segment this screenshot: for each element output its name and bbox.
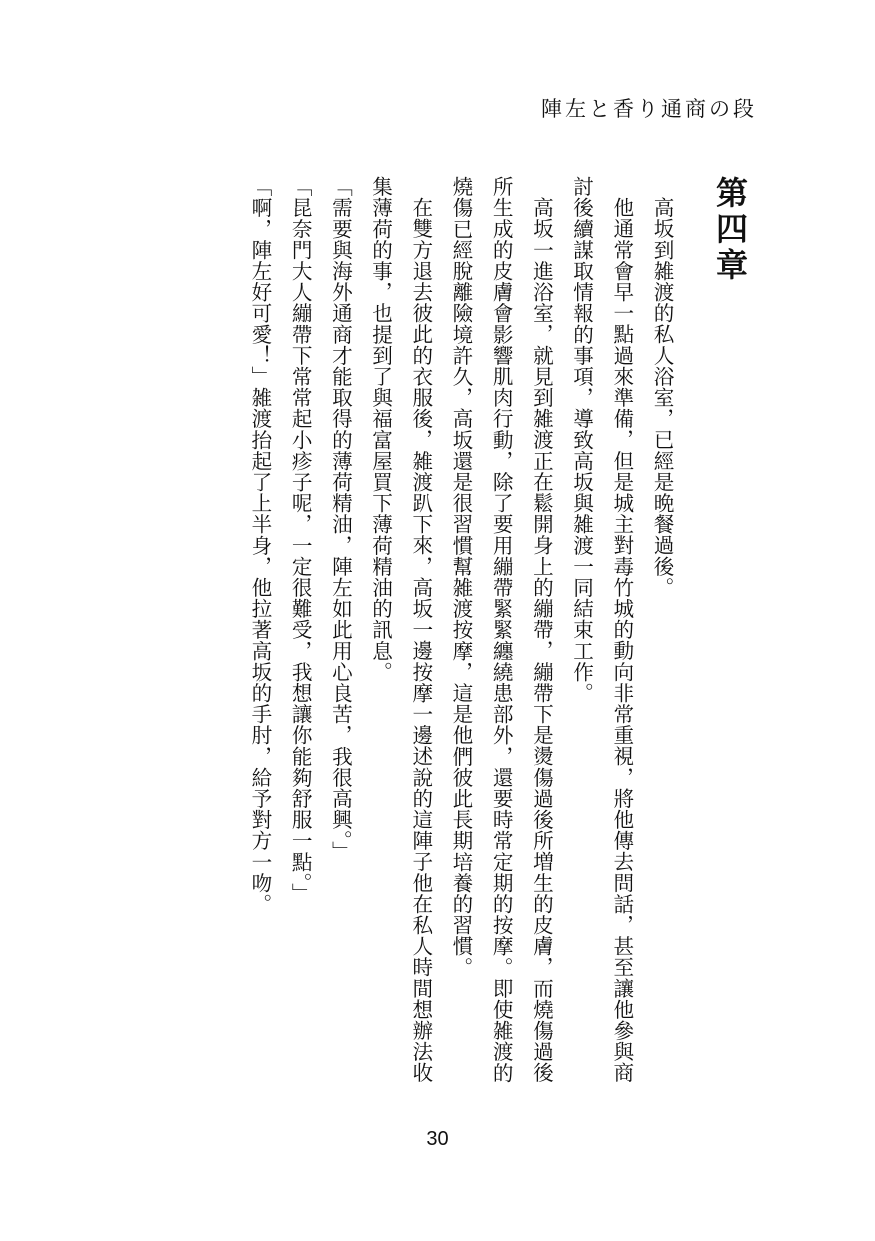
- paragraph-1: 高坂到雑渡的私人浴室，已經是晩餐過後。: [650, 196, 674, 598]
- running-header: 陣左と香り通商の段: [541, 97, 757, 121]
- paragraph-2: 他通常會早一點過來準備，但是城主對毒竹城的動向非常重視，將他傳去問話，甚至讓他參與商討後續謀取情報的事項，導致高坂與雑渡一同結束工作。: [569, 176, 634, 1083]
- paragraph-4: 在雙方退去彼此的衣服後，雑渡趴下來，高坂一邊按摩一邊述說的這陣子他在私人時間想辦法收集薄荷的事，也提到了與福富屋買下薄荷精油的訊息。: [368, 176, 433, 1083]
- dialogue-line-2: 「昆奈門大人繃帶下常常起小疹子呢，一定很難受，我想讓你能夠舒服一點。」: [288, 176, 313, 905]
- chapter-title: 第四章: [711, 176, 749, 284]
- page-number: 30: [426, 1128, 449, 1150]
- vertical-text-block: [160, 176, 750, 1096]
- paragraph-3: 高坂一進浴室，就見到雑渡正在鬆開身上的繃帶，繃帶下是燙傷過後所増生的皮膚，而燒傷過後所生成的皮膚會影響肌肉行動，除了要用繃帶緊緊纏繞患部外，還要時常定期的按摩。即使雑渡的燒傷已經脫離險境許久，高坂還是很習慣幫雑渡按摩，這是他們彼此長期培養的習慣。: [448, 176, 554, 1084]
- dialogue-line-3: 「啊，陣左好可愛！」雑渡抬起了上半身，他拉著高坂的手肘，給予對方一吻。: [247, 176, 272, 915]
- dialogue-line-1: 「需要與海外通商才能取得的薄荷精油，陣左如此用心良苦，我很高興。」: [328, 176, 353, 862]
